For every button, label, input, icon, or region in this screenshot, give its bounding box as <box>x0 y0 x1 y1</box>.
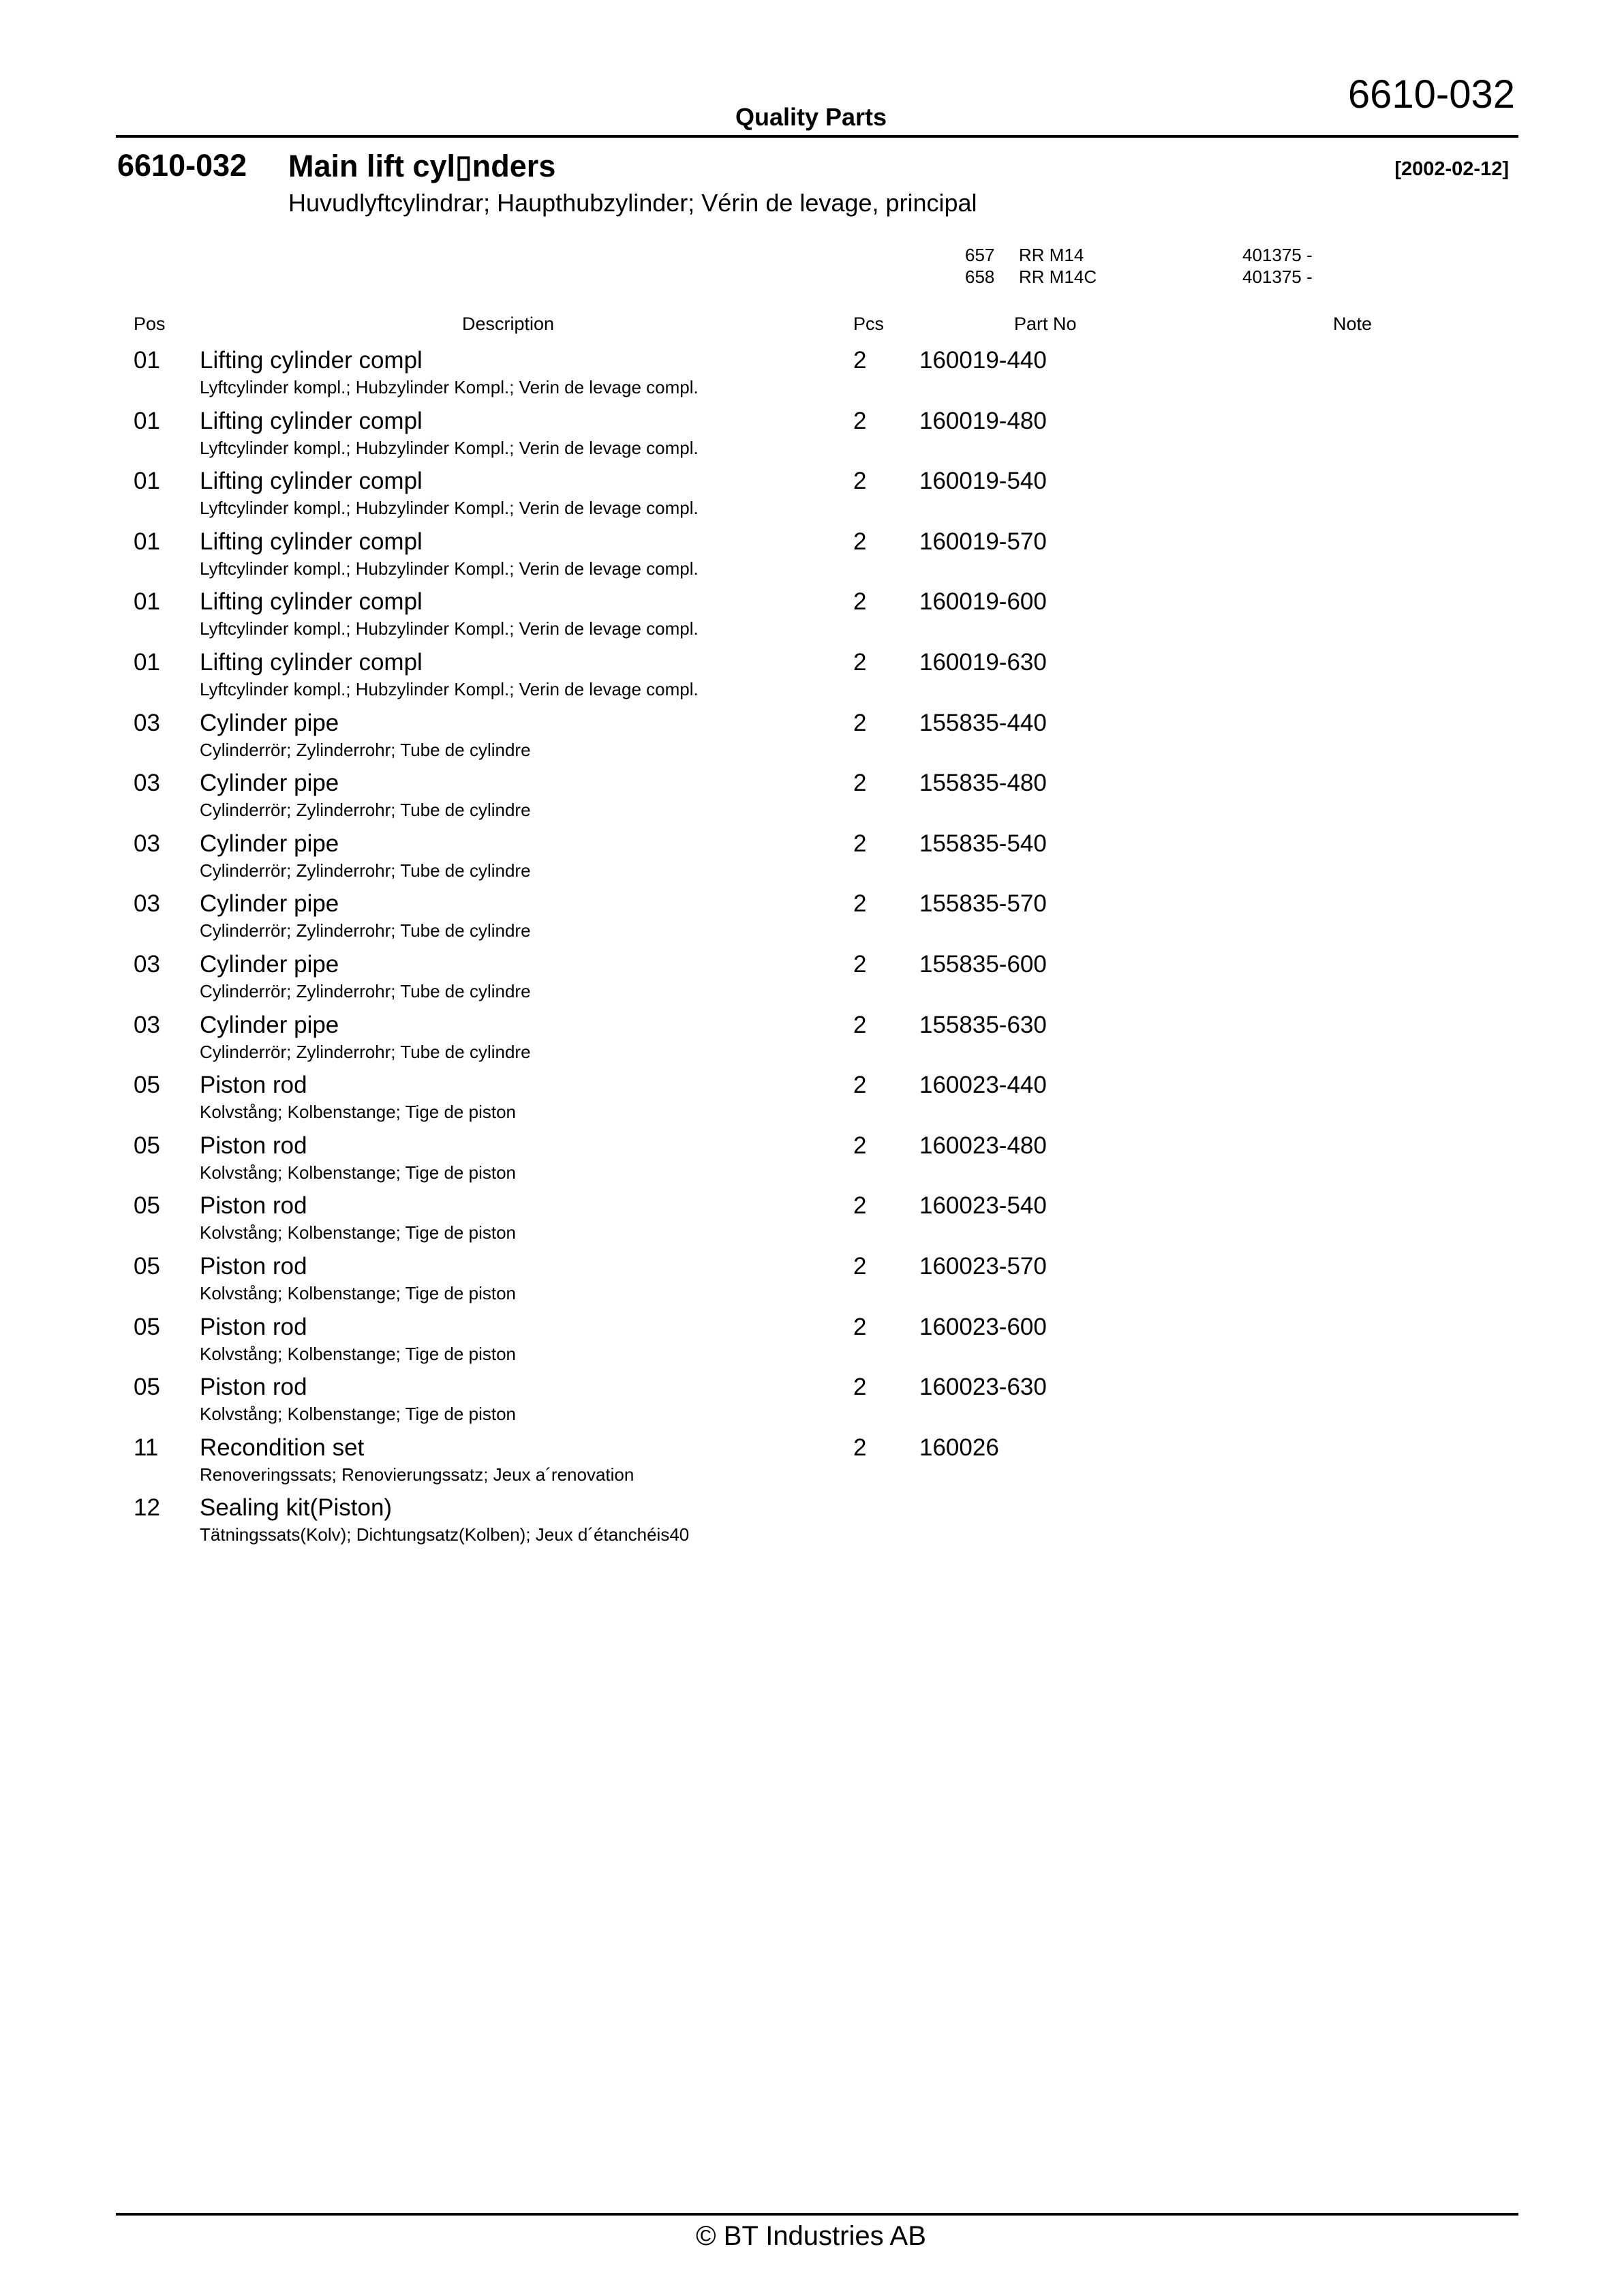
row-pos: 11 <box>134 1434 159 1461</box>
column-header-part-no: Part No <box>1014 314 1077 334</box>
row-part-no: 160019-540 <box>919 468 1047 495</box>
row-part-no: 155835-480 <box>919 770 1047 797</box>
row-description: Cylinder pipe <box>200 830 339 857</box>
row-pos: 01 <box>134 347 160 374</box>
row-description: Lifting cylinder compl <box>200 468 423 495</box>
table-row <box>0 890 1622 950</box>
row-description: Cylinder pipe <box>200 770 339 797</box>
row-description: Piston rod <box>200 1253 307 1280</box>
row-description: Piston rod <box>200 1313 307 1340</box>
section-title: Main lift cyl▯nders <box>288 149 556 183</box>
row-pos: 01 <box>134 649 160 676</box>
row-pos: 05 <box>134 1072 160 1099</box>
row-pcs: 2 <box>853 770 867 797</box>
section-date: [2002-02-12] <box>1394 158 1509 180</box>
row-pcs: 2 <box>853 649 867 676</box>
row-part-no: 160023-540 <box>919 1192 1047 1220</box>
row-description: Piston rod <box>200 1132 307 1159</box>
row-description: Lifting cylinder compl <box>200 407 423 434</box>
model-name: RR M14C <box>1019 267 1097 287</box>
row-pcs: 2 <box>853 1011 867 1038</box>
row-description: Lifting cylinder compl <box>200 528 423 555</box>
row-translation: Cylinderrör; Zylinderrohr; Tube de cylindre <box>200 981 531 1001</box>
model-name: RR M14 <box>1019 245 1084 265</box>
row-translation: Lyftcylinder kompl.; Hubzylinder Kompl.; Verin de levage compl. <box>200 377 699 397</box>
column-header-pcs: Pcs <box>853 314 885 334</box>
table-row <box>0 1012 1622 1072</box>
row-part-no: 155835-540 <box>919 830 1047 857</box>
row-translation: Kolvstång; Kolbenstange; Tige de piston <box>200 1283 516 1303</box>
table-row <box>0 528 1622 588</box>
table-row <box>0 830 1622 890</box>
table-row <box>0 1072 1622 1132</box>
row-translation: Cylinderrör; Zylinderrohr; Tube de cylindre <box>200 800 531 821</box>
row-translation: Renoveringssats; Renovierungssatz; Jeux a´renovation <box>200 1464 634 1485</box>
model-serial: 401375 - <box>1242 245 1313 265</box>
row-description: Lifting cylinder compl <box>200 649 423 676</box>
table-row <box>0 710 1622 770</box>
row-pcs: 2 <box>853 890 867 918</box>
row-pos: 12 <box>134 1494 160 1522</box>
section-subtitle: Huvudlyftcylindrar; Haupthubzylinder; Vérin de levage, principal <box>288 189 977 217</box>
row-pcs: 2 <box>853 347 867 374</box>
row-pcs: 2 <box>853 830 867 857</box>
row-part-no: 160019-600 <box>919 588 1047 616</box>
model-serial: 401375 - <box>1242 267 1313 287</box>
column-header-pos: Pos <box>134 314 166 334</box>
row-pos: 01 <box>134 407 160 434</box>
section-code: 6610-032 <box>117 148 247 183</box>
table-row <box>0 1434 1622 1494</box>
row-pos: 01 <box>134 588 160 616</box>
row-description: Cylinder pipe <box>200 951 339 978</box>
row-description: Lifting cylinder compl <box>200 588 423 616</box>
row-part-no: 160019-630 <box>919 649 1047 676</box>
row-translation: Kolvstång; Kolbenstange; Tige de piston <box>200 1343 516 1364</box>
row-pos: 03 <box>134 709 160 736</box>
row-pcs: 2 <box>853 1374 867 1401</box>
row-description: Recondition set <box>200 1434 365 1461</box>
table-row <box>0 951 1622 1011</box>
row-pcs: 2 <box>853 709 867 736</box>
row-pos: 03 <box>134 770 160 797</box>
row-part-no: 155835-570 <box>919 890 1047 918</box>
row-pos: 03 <box>134 890 160 918</box>
row-pos: 05 <box>134 1192 160 1220</box>
model-number: 657 <box>965 245 995 265</box>
table-row <box>0 1494 1622 1554</box>
table-row <box>0 649 1622 709</box>
row-translation: Tätningssats(Kolv); Dichtungsatz(Kolben); Jeux d´étanchéis40 <box>200 1524 690 1545</box>
brand-title: Quality Parts <box>735 103 887 131</box>
row-description: Sealing kit(Piston) <box>200 1494 393 1522</box>
row-translation: Kolvstång; Kolbenstange; Tige de piston <box>200 1404 516 1425</box>
row-translation: Cylinderrör; Zylinderrohr; Tube de cylindre <box>200 860 531 881</box>
row-part-no: 160023-570 <box>919 1253 1047 1280</box>
row-description: Piston rod <box>200 1374 307 1401</box>
row-part-no: 155835-600 <box>919 951 1047 978</box>
row-description: Lifting cylinder compl <box>200 347 423 374</box>
row-description: Piston rod <box>200 1072 307 1099</box>
row-description: Cylinder pipe <box>200 1011 339 1038</box>
header-divider <box>116 135 1518 138</box>
row-pcs: 2 <box>853 1072 867 1099</box>
table-row <box>0 1253 1622 1313</box>
row-part-no: 160026 <box>919 1434 999 1461</box>
column-header-note: Note <box>1333 314 1373 334</box>
row-part-no: 160023-480 <box>919 1132 1047 1159</box>
row-part-no: 160019-480 <box>919 407 1047 434</box>
row-translation: Lyftcylinder kompl.; Hubzylinder Kompl.; Verin de levage compl. <box>200 437 699 458</box>
copyright: © BT Industries AB <box>696 2221 926 2251</box>
row-translation: Cylinderrör; Zylinderrohr; Tube de cylindre <box>200 739 531 760</box>
row-translation: Lyftcylinder kompl.; Hubzylinder Kompl.; Verin de levage compl. <box>200 679 699 699</box>
row-part-no: 160023-600 <box>919 1313 1047 1340</box>
row-translation: Kolvstång; Kolbenstange; Tige de piston <box>200 1162 516 1183</box>
row-pcs: 2 <box>853 407 867 434</box>
row-translation: Cylinderrör; Zylinderrohr; Tube de cylindre <box>200 920 531 941</box>
footer-divider <box>116 2213 1518 2216</box>
row-pcs: 2 <box>853 1313 867 1340</box>
table-row <box>0 408 1622 468</box>
row-translation: Lyftcylinder kompl.; Hubzylinder Kompl.; Verin de levage compl. <box>200 618 699 639</box>
row-pcs: 2 <box>853 1253 867 1280</box>
row-part-no: 155835-440 <box>919 709 1047 736</box>
row-pos: 03 <box>134 1011 160 1038</box>
row-pos: 03 <box>134 951 160 978</box>
row-pos: 03 <box>134 830 160 857</box>
row-translation: Cylinderrör; Zylinderrohr; Tube de cylindre <box>200 1041 531 1062</box>
row-part-no: 155835-630 <box>919 1011 1047 1038</box>
column-header-description: Description <box>462 314 555 334</box>
row-pcs: 2 <box>853 1132 867 1159</box>
row-pos: 01 <box>134 528 160 555</box>
table-row <box>0 468 1622 528</box>
row-translation: Lyftcylinder kompl.; Hubzylinder Kompl.; Verin de levage compl. <box>200 558 699 579</box>
table-row <box>0 1314 1622 1374</box>
page-section-code: 6610-032 <box>1347 72 1515 117</box>
table-row <box>0 1192 1622 1252</box>
row-translation: Lyftcylinder kompl.; Hubzylinder Kompl.; Verin de levage compl. <box>200 498 699 519</box>
row-pos: 05 <box>134 1253 160 1280</box>
row-pcs: 2 <box>853 588 867 616</box>
row-pcs: 2 <box>853 528 867 555</box>
row-pcs: 2 <box>853 1192 867 1220</box>
row-part-no: 160019-570 <box>919 528 1047 555</box>
row-translation: Kolvstång; Kolbenstange; Tige de piston <box>200 1102 516 1123</box>
row-pcs: 2 <box>853 1434 867 1461</box>
row-pcs: 2 <box>853 468 867 495</box>
row-description: Piston rod <box>200 1192 307 1220</box>
row-part-no: 160019-440 <box>919 347 1047 374</box>
table-row <box>0 1374 1622 1434</box>
row-part-no: 160023-630 <box>919 1374 1047 1401</box>
row-description: Cylinder pipe <box>200 709 339 736</box>
row-pos: 05 <box>134 1374 160 1401</box>
table-row <box>0 1132 1622 1192</box>
row-pos: 01 <box>134 468 160 495</box>
row-description: Cylinder pipe <box>200 890 339 918</box>
row-pos: 05 <box>134 1313 160 1340</box>
table-row <box>0 347 1622 407</box>
row-pos: 05 <box>134 1132 160 1159</box>
row-part-no: 160023-440 <box>919 1072 1047 1099</box>
row-translation: Kolvstång; Kolbenstange; Tige de piston <box>200 1222 516 1243</box>
table-row <box>0 770 1622 830</box>
row-pcs: 2 <box>853 951 867 978</box>
table-row <box>0 588 1622 648</box>
model-number: 658 <box>965 267 995 287</box>
